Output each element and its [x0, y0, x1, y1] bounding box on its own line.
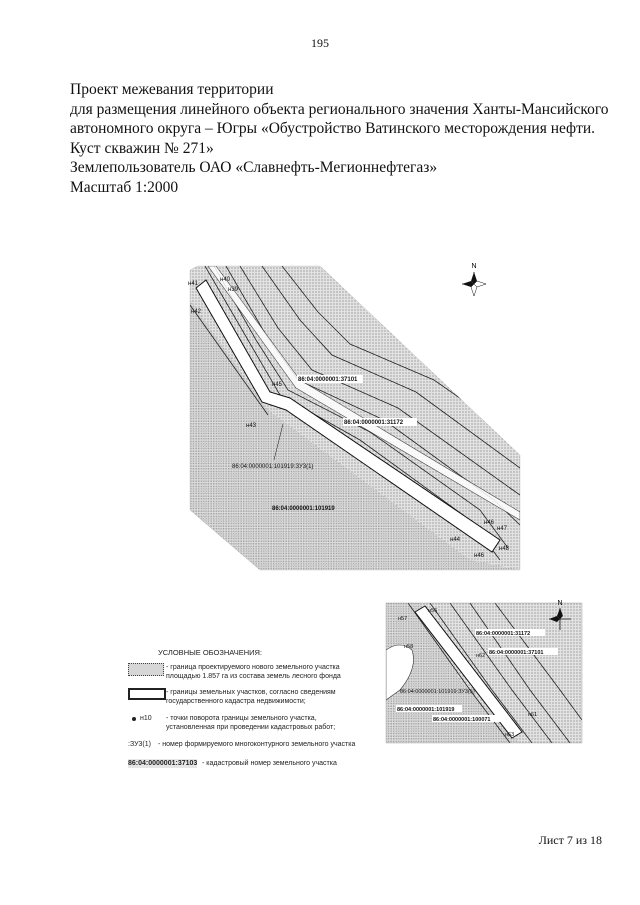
heading-line-2: для размещения линейного объекта регионального значения Ханты-Мансийского [70, 100, 609, 118]
point-dot-icon [132, 717, 136, 721]
point-label: н45 [272, 382, 282, 388]
parcel-number: 86:04:0000001:101919 [397, 707, 455, 713]
svg-text:N: N [557, 600, 563, 607]
heading-line-3: автономного округа – Югры «Обустройство Ватинского месторождения нефти. [70, 120, 596, 137]
point-label: н56 [428, 608, 438, 614]
hatched-swatch-icon [128, 663, 164, 676]
point-label: н42 [191, 309, 201, 315]
point-label: н46 [484, 520, 494, 526]
parcel-number: 86:04:0000001:101919:ЗУ3(1) [232, 464, 314, 470]
page-number: 195 [311, 36, 329, 50]
heading-line-6: Масштаб 1:2000 [70, 178, 179, 196]
point-label: н58 [404, 644, 414, 650]
point-label: н39 [228, 287, 238, 293]
point-label: н46 [474, 553, 484, 559]
parcel-number: 86:04:0000001:37101 [298, 377, 358, 383]
heading-line-4: Куст скважин № 271» [70, 139, 214, 157]
point-label: н63 [505, 732, 515, 738]
parcel-number: 86:04:0000001:101919 [272, 506, 335, 512]
heading-line-5: Землепользователь ОАО «Славнефть-Мегионнефтегаз» [70, 159, 438, 176]
svg-text:N: N [471, 263, 477, 270]
north-arrow-icon [462, 263, 486, 296]
parcel-number: 86:04:0000001:31172 [344, 420, 404, 426]
point-label: н48 [499, 546, 509, 552]
boundary-swatch-icon [128, 688, 166, 700]
point-label: н61 [528, 712, 538, 718]
parcel-number: 86:04:0000001:100071 [433, 717, 491, 723]
point-label: н40 [220, 277, 230, 283]
point-label: н44 [450, 537, 460, 543]
heading-line-1: Проект межевания территории [70, 81, 274, 98]
point-label: н41 [188, 281, 198, 287]
parcel-number: 86:04:0000001:37101 [489, 650, 544, 656]
sheet-number: Лист 7 из 18 [538, 833, 602, 847]
point-label: н62 [476, 653, 486, 659]
legend-title: УСЛОВНЫЕ ОБОЗНАЧЕНИЯ: [158, 648, 263, 657]
parcel-number: 86:04:0000001:31172 [476, 631, 531, 637]
point-label: н57 [398, 616, 408, 622]
point-label: н43 [246, 423, 256, 429]
parcel-number: 86:04:0000001:101919:ЗУ3(5) [400, 689, 475, 695]
point-label: н47 [497, 526, 507, 532]
